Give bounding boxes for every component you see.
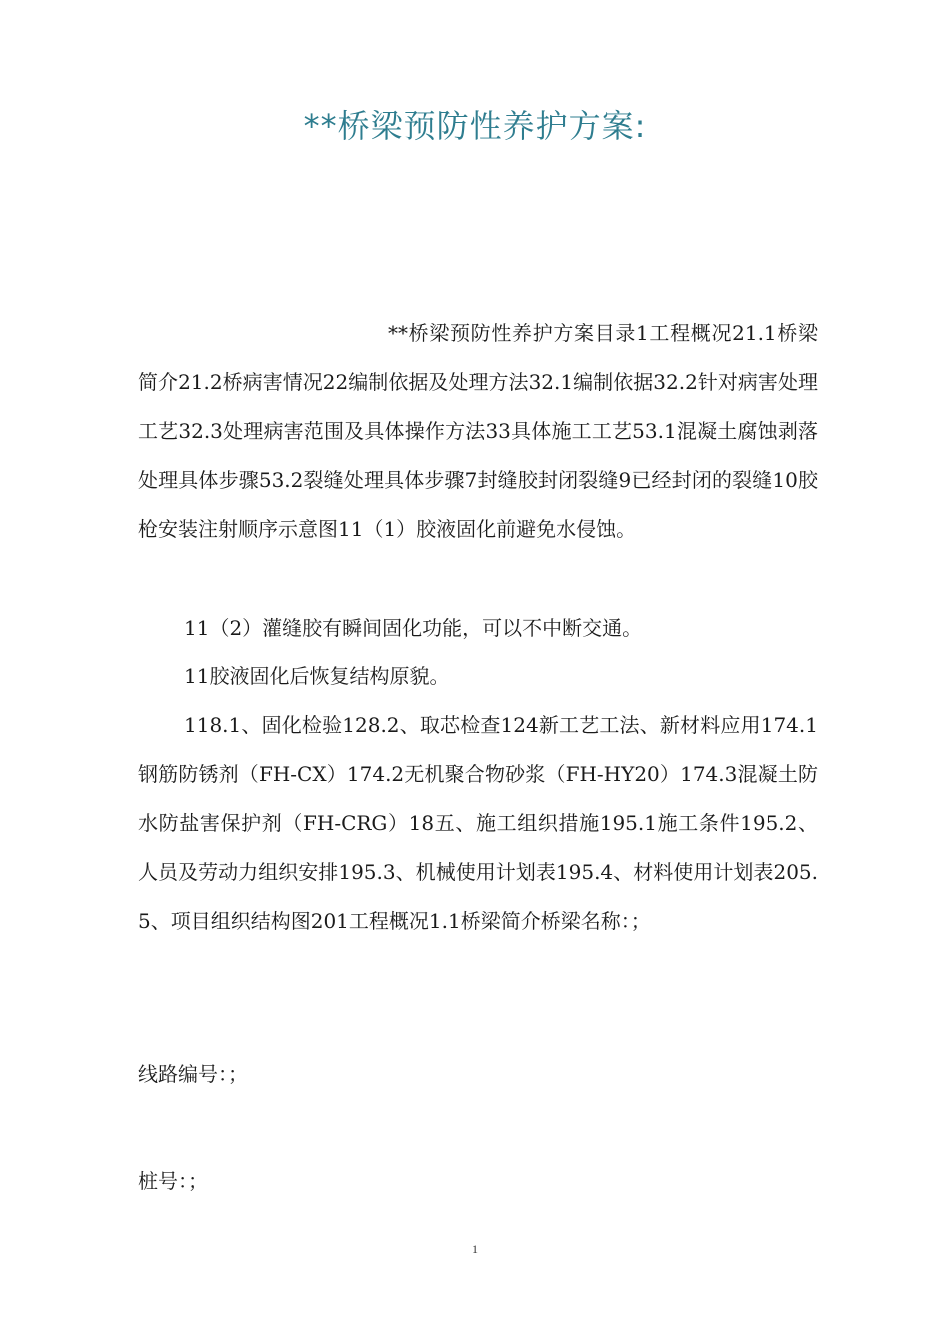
toc-paragraph: **桥梁预防性养护方案目录1工程概况21.1桥梁简介21.2桥病害情况22编制依据及处理方法32.1编制依据32.2针对病害处理工艺32.3处理病害范围及具体操作方法33具体施工工艺53.1混凝土腐蚀剥落处理具体步骤53.2裂缝处理具体步骤7封缝胶封闭裂缝9已经封闭的裂缝10胶枪安装注射顺序示意图11（1）胶液固化前避免水侵蚀。: [138, 321, 818, 541]
paragraph-traffic: 11（2）灌缝胶有瞬间固化功能，可以不中断交通。: [184, 616, 643, 640]
paragraph-contents-continued: 118.1、固化检验128.2、取芯检查124新工艺工法、新材料应用174.1钢筋防锈剂（FH-CX）174.2无机聚合物砂浆（FH-HY20）174.3混凝土防水防盐害保护剂（FH-CRG）18五、施工组织措施195.1施工条件195.2、人员及劳动力组织安排195.3、机械使用计划表195.4、材料使用计划表205.5、项目组织结构图201工程概况1.1桥梁简介桥梁名称：；: [138, 713, 818, 933]
page-number: 1: [472, 1242, 478, 1256]
paragraph-restore: 11胶液固化后恢复结构原貌。: [184, 664, 450, 688]
pile-number-field: 桩号：；: [138, 1169, 208, 1193]
route-number-field: 线路编号：；: [138, 1062, 248, 1086]
document-title: **桥梁预防性养护方案:: [303, 107, 647, 145]
